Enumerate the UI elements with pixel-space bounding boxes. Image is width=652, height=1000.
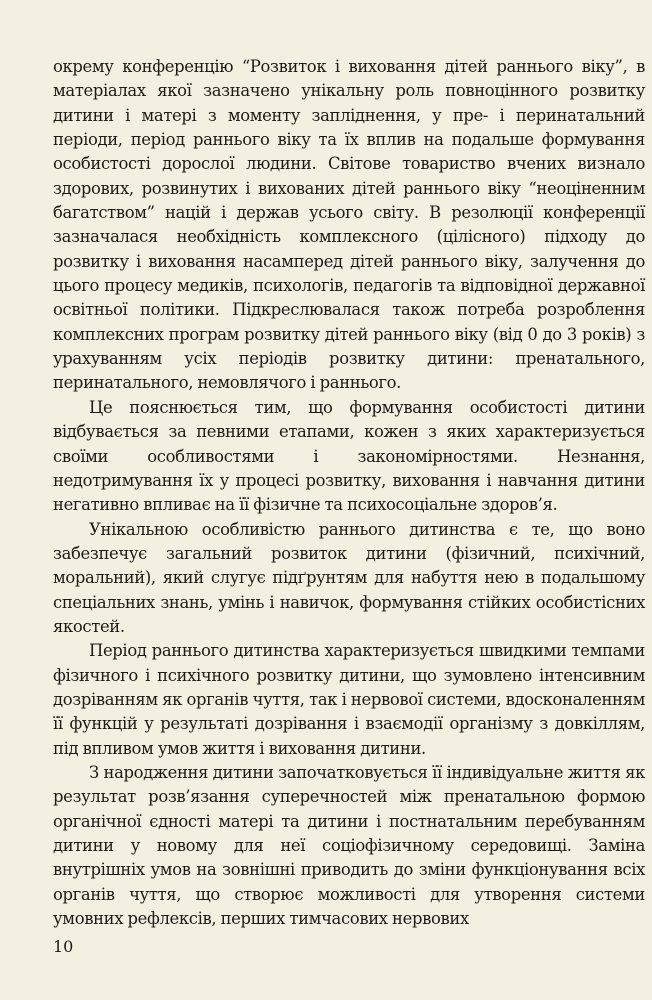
page-number: 10 [53, 937, 74, 956]
body-text [53, 55, 645, 931]
paragraph-2: Це пояснюється тим, що формування особистості дитини відбувається за певними етапами, кожен з яких характеризується своїми особливостями і закономірностями. Незнання, недотримування їх у процесі розвитку, виховання і навчання дитини негативно впливає на її фізичне та психосоціальне здоров’я. [53, 397, 645, 515]
paragraph-3: Унікальною особливістю раннього дитинства є те, що воно забезпечує загальний розвиток дитини (фізичний, психічний, моральний), який слугує підґрунтям для набуття нею в подальшому спеціальних знань, умінь і навичок, формування стійких особистісних якостей. [53, 519, 645, 636]
paragraph-1: окрему конференцію “Розвиток і виховання дітей раннього віку”, в матеріалах якої зазначено унікальну роль повноцінного розвитку дитини і матері з моменту запліднення, у пре- і перинатальний періоди, період раннього віку та їх вплив на подальше формування особистості дорослої людини. Світове товариство вчених визнало здорових, розвинутих і вихованих дітей раннього віку “неоціненним багатством” націй і держав усього світу. В резолюції конференції зазначалася необхідність комплексного (цілісного) підходу до розвитку і виховання насамперед дітей раннього віку, залучення до цього процесу медиків, психологів, педагогів та відповідної державної освітньої політики. Підкреслювалася також потреба розроблення комплексних програм розвитку дітей раннього віку (від 0 до 3 років) з урахуванням усіх періодів розвитку дитини: пренатального, перинатального, немовлячого і раннього. [53, 57, 645, 393]
paragraph-4: Період раннього дитинства характеризується швидкими темпами фізичного і психічного розвитку дитини, що зумовлено інтенсивним дозріванням як органів чуття, так і нервової системи, вдосконаленням її функцій у результаті дозрівання і взаємодії організму з довкіллям, під впливом умов життя і виховання дитини. [53, 641, 645, 758]
paragraph-5: З народження дитини започатковується її індивідуальне життя як результат розв’язання суперечностей між пренатальною формою органічної єдності матері та дитини і постнатальним перебуванням дитини у новому для неї соціофізичному середовищі. Заміна внутрішніх умов на зовнішні приводить до зміни функціонування всіх органів чуття, що створює можливості для утворення системи умовних рефлексів, перших тимчасових нервових [53, 762, 645, 929]
